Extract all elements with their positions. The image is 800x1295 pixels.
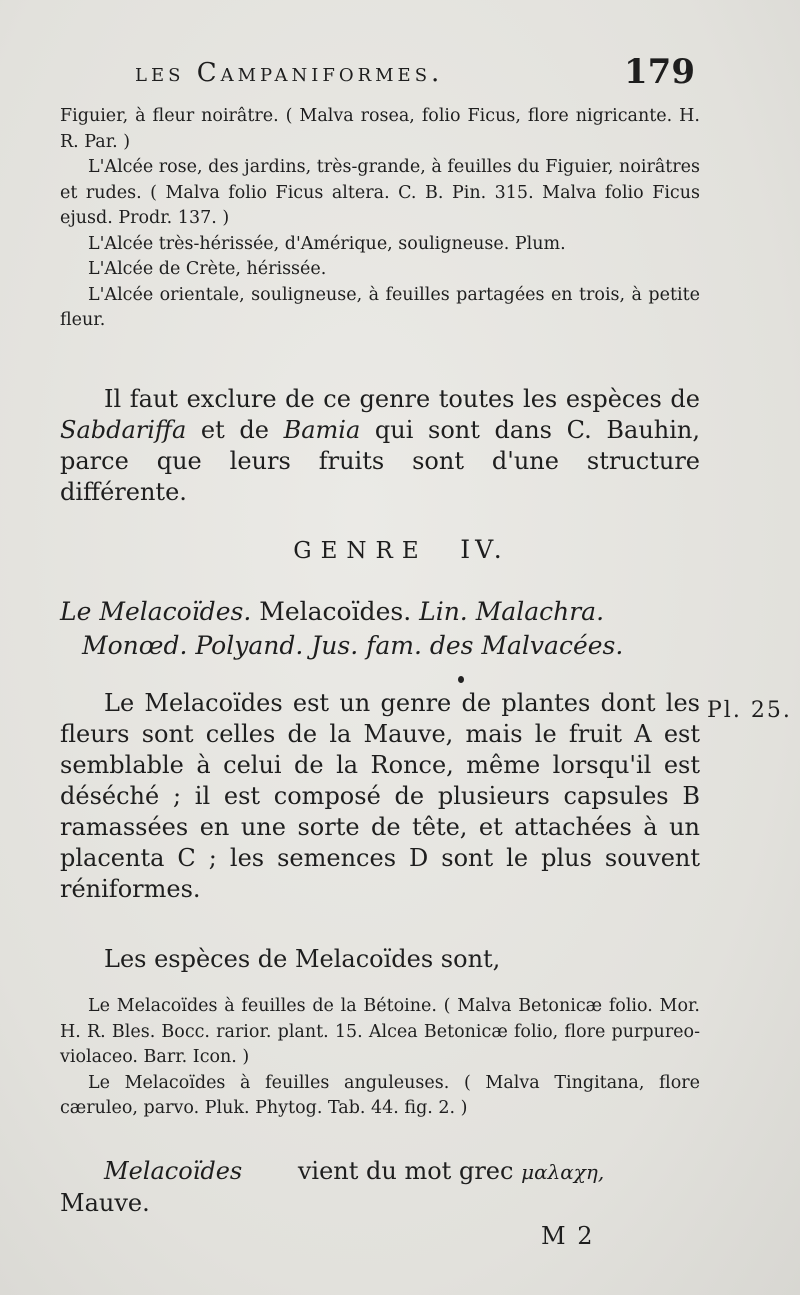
plate-reference: Pl. 25.	[707, 698, 792, 723]
description-paragraph	[60, 688, 700, 905]
exclusion-term-bamia: Bamia	[283, 416, 361, 444]
exclusion-text-start: Il faut exclure de ce genre toutes les espèces de	[104, 385, 700, 413]
species-entry: L'Alcée de Crète, hérissée.	[88, 259, 327, 279]
species-entry: L'Alcée orientale, souligneuse, à feuilles partagées en trois, à petite fleur.	[60, 284, 700, 330]
genus-name-lat: Melacoïdes.	[259, 597, 412, 626]
ink-dot	[458, 676, 464, 683]
genus-name-fr: Le Melacoïdes.	[60, 597, 252, 626]
greek-word: μαλαχη,	[521, 1160, 605, 1184]
species-list-alcea	[60, 104, 700, 334]
species-intro	[60, 944, 700, 975]
species-entry: L'Alcée rose, des jardins, très-grande, à feuilles du Figuier, noirâtres et rudes. ( Malva folio Ficus altera. C. B. Pin. 315. Malva folio Ficus ejusd. Prodr. 137. )	[60, 157, 700, 228]
linnaeus-ref: Lin.	[419, 597, 468, 626]
genre-label: GENRE	[293, 538, 428, 564]
species-list-melacoides	[60, 994, 700, 1122]
species-entry: Le Melacoïdes à feuilles anguleuses. ( Malva Tingitana, flore cæruleo, parvo. Pluk. Phytog. Tab. 44. fig. 2. )	[60, 1072, 700, 1118]
exclusion-text-mid: et de	[200, 416, 269, 444]
genre-heading	[0, 535, 800, 564]
species-entry: Le Melacoïdes à feuilles de la Bétoine. ( Malva Betonicæ folio. Mor. H. R. Bles. Bocc. rarior. plant. 15. Alcea Betonicæ folio, flore purpureo-violaceo. Barr. Icon. )	[60, 996, 700, 1067]
classification-line: Monœd. Polyand. Jus. fam. des Malvacées.	[82, 631, 624, 660]
running-header	[135, 50, 695, 100]
running-title: les Campaniformes.	[135, 58, 444, 88]
species-entry: L'Alcée très-hérissée, d'Amérique, souligneuse. Plum.	[88, 233, 566, 254]
page-number: 179	[624, 52, 695, 92]
etymology-paragraph	[60, 1156, 700, 1219]
etymology-word: Melacoïdes	[104, 1157, 243, 1185]
description-text: Le Melacoïdes est un genre de plantes dont les fleurs sont celles de la Mauve, mais le fruit A est semblable à celui de la Ronce, même lorsqu'il est déséché ; il est composé de plusieurs capsules B ramassées en une sorte de tête, et attachées à un placenta C ; les semences D sont le plus souvent réniformes.	[60, 689, 700, 903]
species-intro-text: Les espèces de Melacoïdes sont,	[104, 945, 501, 973]
exclusion-text-end: qui sont dans C. Bauhin, parce que leurs fruits sont d'une structure différente.	[60, 416, 700, 506]
signature-mark: M 2	[541, 1222, 595, 1250]
genre-number: IV.	[460, 535, 507, 564]
etymology-text: vient du mot grec	[297, 1157, 514, 1185]
exclusion-term-sabdariffa: Sabdariffa	[60, 416, 187, 444]
etymology-last: Mauve.	[60, 1189, 150, 1217]
genus-title	[60, 595, 700, 663]
exclusion-paragraph	[60, 384, 700, 508]
synonym-malachra: Malachra.	[475, 597, 605, 626]
species-entry: Figuier, à fleur noirâtre. ( Malva rosea, folio Ficus, flore nigricante. H. R. Par. )	[60, 106, 700, 152]
